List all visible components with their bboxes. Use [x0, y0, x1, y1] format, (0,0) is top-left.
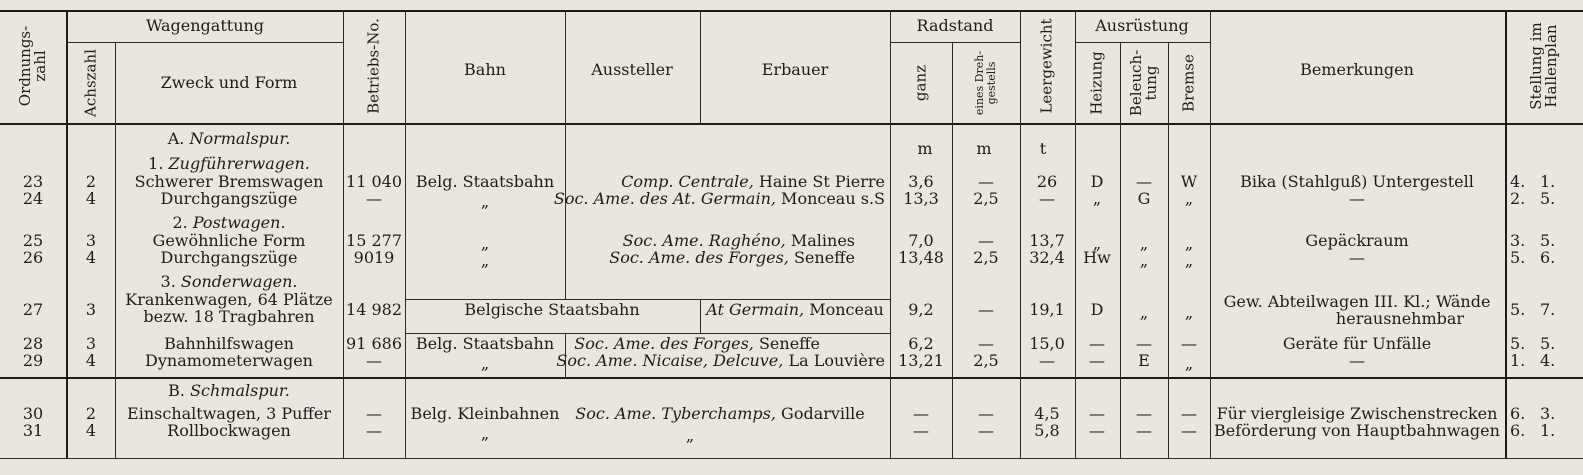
betriebs-no: 9019	[353, 248, 395, 267]
erbauer: Soc. Ame. Nicaise, Delcuve, La Louvière	[556, 351, 885, 370]
header-leergewicht: Leergewicht	[1037, 18, 1056, 114]
bemerkungen: Bika (Stahlguß) Untergestell	[1240, 172, 1474, 191]
header-bremse: Bremse	[1179, 54, 1198, 112]
vline-12	[1168, 42, 1169, 458]
radstand-drehgestell: —	[978, 404, 994, 423]
heizung: D	[1090, 300, 1104, 319]
leergewicht: 19,1	[1029, 300, 1065, 319]
vline-14	[1505, 10, 1507, 458]
bahn: Belg. Staatsbahn	[415, 334, 555, 353]
unit-leergewicht: t	[1039, 139, 1047, 158]
ordnungszahl: 28	[22, 334, 44, 353]
achszahl: 4	[85, 351, 97, 370]
header-bottom-rule	[0, 123, 1583, 125]
ordnungszahl: 26	[22, 248, 44, 267]
beleuchtung: „	[1139, 303, 1149, 322]
ordnungszahl: 27	[22, 300, 44, 319]
stellung-2: 3.	[1540, 404, 1556, 423]
zweck: Durchgangszüge	[160, 248, 298, 267]
zweck-line-2: bezw. 18 Tragbahren	[143, 307, 315, 326]
stellung-2: 5.	[1540, 231, 1556, 250]
vline-6a	[700, 10, 701, 123]
zweck: Schwerer Bremswagen	[134, 172, 324, 191]
heizung: —	[1089, 421, 1105, 440]
leergewicht: 15,0	[1029, 334, 1065, 353]
section-b-rule	[0, 377, 1583, 379]
leergewicht: 5,8	[1034, 421, 1060, 440]
beleuchtung: —	[1136, 334, 1152, 353]
vline-1	[66, 10, 68, 458]
achszahl: 3	[85, 334, 97, 353]
header-ausruestung: Ausrüstung	[1095, 16, 1189, 35]
radstand-ganz: —	[913, 421, 929, 440]
vline-9	[1020, 10, 1021, 458]
bemerkungen-line-2: herausnehmbar	[1335, 309, 1465, 328]
radstand-ganz: 6,2	[908, 334, 934, 353]
radstand-drehgestell: —	[978, 334, 994, 353]
bemerkungen: Gepäckraum	[1305, 231, 1409, 250]
header-ganz: ganz	[911, 64, 930, 102]
stellung-2: 6.	[1540, 248, 1556, 267]
vline-5a	[565, 10, 566, 123]
stellung-1: 4.	[1510, 172, 1526, 191]
achszahl: 4	[85, 189, 97, 208]
stellung-2: 5.	[1540, 334, 1556, 353]
vline-13	[1210, 10, 1211, 458]
erbauer: „	[685, 426, 695, 445]
bemerkungen: Beförderung von Hauptbahnwagen	[1214, 421, 1500, 440]
bremse: —	[1181, 404, 1197, 423]
header-achszahl: Achszahl	[81, 49, 100, 117]
header-drehgestell: eines Dreh- gestells	[973, 50, 998, 116]
beleuchtung: „	[1139, 251, 1149, 270]
stellung-2: 7.	[1540, 300, 1556, 319]
bremse: „	[1184, 251, 1194, 270]
ausruestung-rule	[1075, 42, 1210, 43]
radstand-ganz: 3,6	[908, 172, 934, 191]
ordnungszahl: 31	[22, 421, 44, 440]
beleuchtung: „	[1139, 234, 1149, 253]
stellung-1: 5.	[1510, 334, 1526, 353]
bahn: Belgische Staatsbahn	[464, 300, 640, 319]
stellung-1: 6.	[1510, 404, 1526, 423]
radstand-ganz: 13,48	[898, 248, 944, 267]
bemerkungen: —	[1349, 248, 1365, 267]
top-rule	[0, 10, 1583, 12]
bottom-rule	[0, 458, 1583, 459]
stellung-1: 6.	[1510, 421, 1526, 440]
radstand-drehgestell: 2,5	[973, 189, 999, 208]
zweck: Einschaltwagen, 3 Puffer	[127, 404, 331, 423]
heizung: —	[1089, 404, 1105, 423]
radstand-drehgestell: —	[978, 231, 994, 250]
ordnungszahl: 24	[22, 189, 44, 208]
section-a2-title: 2. Postwagen.	[172, 213, 286, 232]
achszahl: 2	[85, 172, 97, 191]
vline-7	[890, 10, 891, 458]
header-heizung: Heizung	[1087, 51, 1106, 115]
betriebs-no: —	[366, 189, 382, 208]
radstand-drehgestell: 2,5	[973, 351, 999, 370]
header-beleuchtung: Beleuch- tung	[1127, 49, 1160, 117]
section-a1-title: 1. Zugführerwagen.	[148, 154, 310, 173]
bremse: W	[1180, 172, 1198, 191]
header-radstand: Radstand	[916, 16, 994, 35]
unit-drehgestell: m	[976, 139, 992, 158]
ordnungszahl: 23	[22, 172, 44, 191]
header-stellung: Stellung im Hallenplan	[1527, 22, 1560, 110]
bremse: „	[1184, 189, 1194, 208]
radstand-ganz: 13,3	[903, 189, 939, 208]
bahn: „	[480, 192, 490, 211]
bremse: „	[1184, 354, 1194, 373]
bemerkungen: —	[1349, 351, 1365, 370]
bremse: „	[1184, 234, 1194, 253]
leergewicht: 13,7	[1029, 231, 1065, 250]
leergewicht: —	[1039, 351, 1055, 370]
betriebs-no: 11 040	[346, 172, 402, 191]
header-ordnungszahl: Ordnungs- zahl	[16, 25, 49, 107]
section-a-title: A. Normalspur.	[167, 129, 291, 148]
achszahl: 3	[85, 231, 97, 250]
bemerkungen: Für viergleisige Zwischenstrecken	[1216, 404, 1498, 423]
radstand-drehgestell: —	[978, 421, 994, 440]
achszahl: 3	[85, 300, 97, 319]
leergewicht: —	[1039, 189, 1055, 208]
betriebs-no: 91 686	[346, 334, 402, 353]
vline-8	[952, 42, 953, 458]
beleuchtung: —	[1136, 404, 1152, 423]
heizung: —	[1089, 334, 1105, 353]
header-aussteller: Aussteller	[591, 60, 673, 79]
leergewicht: 4,5	[1034, 404, 1060, 423]
heizung: Hw	[1083, 248, 1111, 267]
stellung-1: 5.	[1510, 248, 1526, 267]
vline-11	[1120, 42, 1121, 458]
header-erbauer: Erbauer	[761, 60, 829, 79]
vline-3	[343, 10, 344, 458]
stellung-1: 3.	[1510, 231, 1526, 250]
betriebs-no: —	[366, 404, 382, 423]
heizung: D	[1090, 172, 1104, 191]
zweck: Rollbockwagen	[167, 421, 291, 440]
erbauer: Soc. Ame. des At. Germain, Monceau s.S	[553, 189, 885, 208]
radstand-drehgestell: —	[978, 300, 994, 319]
stellung-1: 2.	[1510, 189, 1526, 208]
erbauer: Soc. Ame. des Forges, Seneffe	[609, 248, 855, 267]
leergewicht: 32,4	[1029, 248, 1065, 267]
erbauer: Comp. Centrale, Haine St Pierre	[621, 172, 885, 191]
bemerkungen: —	[1349, 189, 1365, 208]
stellung-2: 1.	[1540, 421, 1556, 440]
bahn: „	[480, 251, 490, 270]
betriebs-no: 15 277	[346, 231, 402, 250]
stellung-2: 4.	[1540, 351, 1556, 370]
header-bemerkungen: Bemerkungen	[1300, 60, 1414, 79]
radstand-rule	[890, 42, 1020, 43]
header-wagengattung: Wagengattung	[145, 16, 265, 35]
section-b-title: B. Schmalspur.	[168, 381, 290, 400]
ordnungszahl: 30	[22, 404, 44, 423]
bremse: —	[1181, 421, 1197, 440]
wagengattung-rule	[68, 42, 343, 43]
radstand-ganz: 9,2	[908, 300, 934, 319]
bahn: „	[480, 354, 490, 373]
vline-6b	[700, 299, 701, 333]
zweck: Bahnhilfswagen	[164, 334, 294, 353]
bemerkungen-line-1: Gew. Abteilwagen III. Kl.; Wände	[1223, 292, 1491, 311]
zweck: Durchgangszüge	[160, 189, 298, 208]
bahn: „	[480, 234, 490, 253]
vline-5b	[565, 123, 566, 299]
achszahl: 4	[85, 248, 97, 267]
betriebs-no: 14 982	[346, 300, 402, 319]
stellung-1: 1.	[1510, 351, 1526, 370]
vline-4	[405, 10, 406, 458]
zweck-line-1: Krankenwagen, 64 Plätze	[125, 290, 333, 309]
stellung-2: 5.	[1540, 189, 1556, 208]
erbauer: Soc. Ame. des Forges, Seneffe	[574, 334, 820, 353]
bahn: Belg. Kleinbahnen	[410, 404, 560, 423]
erbauer: At Germain, Monceau	[706, 300, 884, 319]
radstand-ganz: 7,0	[908, 231, 934, 250]
beleuchtung: E	[1138, 351, 1150, 370]
achszahl: 2	[85, 404, 97, 423]
heizung: —	[1089, 351, 1105, 370]
leergewicht: 26	[1036, 172, 1058, 191]
achszahl: 4	[85, 421, 97, 440]
stellung-1: 5.	[1510, 300, 1526, 319]
beleuchtung: G	[1137, 189, 1151, 208]
stellung-2: 1.	[1540, 172, 1556, 191]
bremse: —	[1181, 334, 1197, 353]
ordnungszahl: 29	[22, 351, 44, 370]
header-zweck-form: Zweck und Form	[160, 73, 298, 92]
vline-2	[115, 42, 116, 458]
beleuchtung: —	[1136, 421, 1152, 440]
zweck: Gewöhnliche Form	[152, 231, 306, 250]
header-betriebs-no: Betriebs-No.	[364, 18, 383, 114]
radstand-ganz: 13,21	[898, 351, 944, 370]
radstand-drehgestell: —	[978, 172, 994, 191]
bahn: „	[480, 424, 490, 443]
heizung: „	[1092, 189, 1102, 208]
unit-ganz: m	[917, 139, 933, 158]
header-bahn: Bahn	[464, 60, 506, 79]
section-a3-title: 3. Sonderwagen.	[160, 272, 298, 291]
betriebs-no: —	[366, 421, 382, 440]
vline-10	[1075, 10, 1076, 458]
bahn: Belg. Staatsbahn	[415, 172, 555, 191]
zweck: Dynamometerwagen	[145, 351, 313, 370]
radstand-ganz: —	[913, 404, 929, 423]
beleuchtung: —	[1136, 172, 1152, 191]
bremse: „	[1184, 303, 1194, 322]
ordnungszahl: 25	[22, 231, 44, 250]
radstand-drehgestell: 2,5	[973, 248, 999, 267]
bemerkungen: Geräte für Unfälle	[1282, 334, 1432, 353]
heizung: „	[1092, 234, 1102, 253]
erbauer: Soc. Ame. Raghéno, Malines	[622, 231, 855, 250]
erbauer: Soc. Ame. Tyberchamps, Godarville	[575, 404, 865, 423]
betriebs-no: —	[366, 351, 382, 370]
